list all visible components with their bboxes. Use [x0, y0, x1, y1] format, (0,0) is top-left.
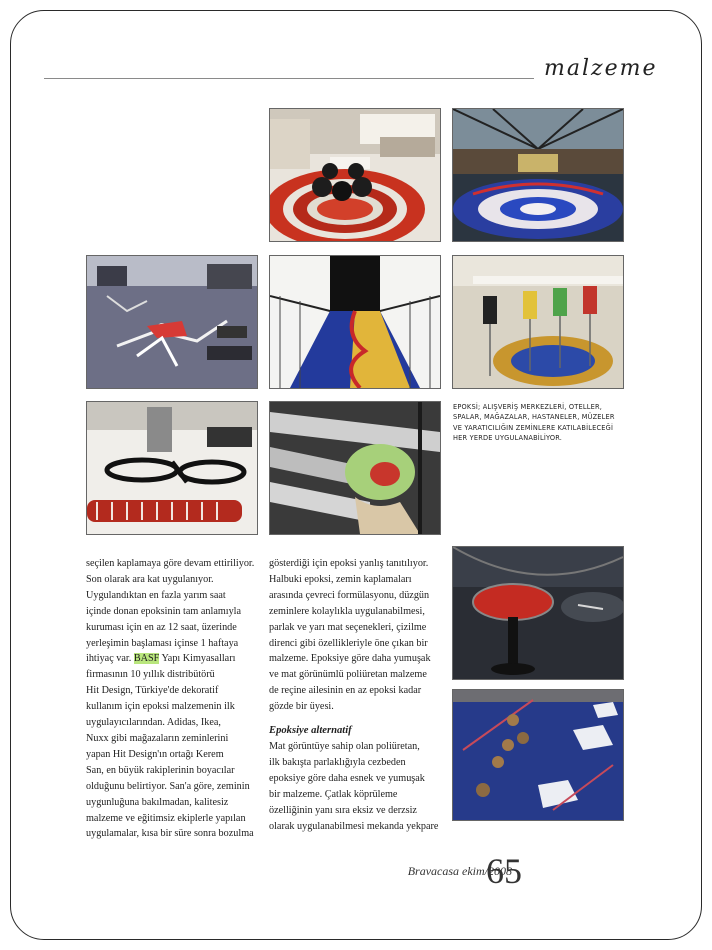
photo-caption: EPOKSİ; ALIŞVERİŞ MERKEZLERİ, OTELLER, SPALAR, MAĞAZALAR, HASTANELER, MÜZELER VE YARATICILIĞIN ZEMİNLERE KATILABİLECEĞİ HER YERDE UYGULANABİLİYOR. — [453, 403, 615, 442]
text-line: San, en büyük rakiplerinin boyacılar — [86, 764, 235, 776]
text-line: zeminlere kolaylıkla uygulanabilmesi, — [269, 605, 425, 617]
text-line: bir malzeme. Çatlak köprüleme — [269, 788, 398, 800]
text-line: parlak ve yarı mat seçenekleri, çizilme — [269, 621, 427, 633]
text-line: ve mat görünümlü poliüretan malzeme — [269, 669, 427, 681]
photo-scissors-floor — [86, 401, 258, 535]
photo-mall-dome-floor — [452, 108, 624, 242]
text-line: özelliğinin yanı sıra eksiz ve derzsiz — [269, 804, 417, 816]
text-fragment: ihtiyaç var. — [86, 653, 134, 665]
text-line: kullanım için epoksi malzemenin ilk — [86, 701, 235, 713]
body-column-1 — [86, 556, 260, 842]
photo-lounge-blue-floor — [452, 689, 624, 821]
text-line: Hit Design, Türkiye'de dekoratif — [86, 685, 219, 697]
page-number: 65 — [486, 851, 522, 891]
text-line: olduğunu belirtiyor. San'a göre, zeminin — [86, 780, 250, 792]
photo-gym-figure-floor — [86, 255, 258, 389]
header-rule — [44, 78, 534, 79]
text-line: direnci gibi özellikleriyle öne çıkan bir — [269, 637, 428, 649]
text-line: malzeme. Epoksiye göre daha yumuşak — [269, 653, 431, 665]
body-column-2 — [269, 556, 443, 834]
text-line: yerleşimin başlaması içinse 1 haftaya — [86, 637, 239, 649]
text-line: kuruması için en az 12 saat, üzerinde — [86, 621, 237, 633]
basf-highlight: BASF — [133, 653, 160, 665]
text-line: Son olarak ara kat uygulanıyor. — [86, 573, 214, 585]
text-line-highlight — [86, 651, 260, 667]
text-line: içinde donan epoksinin tam anlamıyla — [86, 605, 242, 617]
subheading: Epoksiye alternatif — [269, 725, 352, 737]
text-line: Uygulandıktan en fazla yarım saat — [86, 589, 226, 601]
photo-atrium-stairs — [269, 401, 441, 535]
text-line: Halbuki epoksi, zemin kaplamaları — [269, 573, 412, 585]
text-line: gösterdiği için epoksi yanlış tanıtılıyor. — [269, 558, 429, 569]
text-line: uygulamalar, kısa bir süre sonra bozulma — [86, 828, 254, 840]
text-line: epoksiye göre daha esnek ve yumuşak — [269, 772, 425, 784]
text-line: Mat görüntüye sahip olan poliüretan, — [269, 740, 420, 752]
text-line: yapan Hit Design'ın ortağı Kerem — [86, 748, 224, 760]
text-line: Nuxx gibi mağazaların zeminlerini — [86, 732, 229, 744]
text-line: malzeme ve eğitimsiz ekiplerle yapılan — [86, 812, 246, 824]
text-line: olarak uygulanabilmesi mekanda yekpare — [269, 820, 439, 832]
photo-red-swirl-floor — [269, 108, 441, 242]
text-line: uygulayıcılarından. Adidas, Ikea, — [86, 717, 221, 729]
magazine-issue: Bravacasa ekim/2008 — [407, 864, 512, 878]
section-title: malzeme — [544, 56, 658, 81]
text-line: firmasının 10 yıllık distribütörü — [86, 669, 215, 681]
text-fragment: Yapı Kimyasalları — [159, 653, 236, 665]
photo-corridor-floor — [269, 255, 441, 389]
text-line: uygunluğuna bakılmadan, kalitesiz — [86, 796, 229, 808]
photo-bar-tables — [452, 546, 624, 680]
photo-bar-stools — [452, 255, 624, 389]
text-line: ilk bakışta parlaklığıyla cezbeden — [269, 756, 406, 768]
text-line: de reçine ailesinin en az epoksi kadar — [269, 685, 422, 697]
text-line: gözde bir üyesi. — [269, 701, 334, 713]
text-line: arasında çevreci formülasyonu, düzgün — [269, 589, 430, 601]
text-line: seçilen kaplamaya göre devam ettiriliyor. — [86, 558, 255, 569]
